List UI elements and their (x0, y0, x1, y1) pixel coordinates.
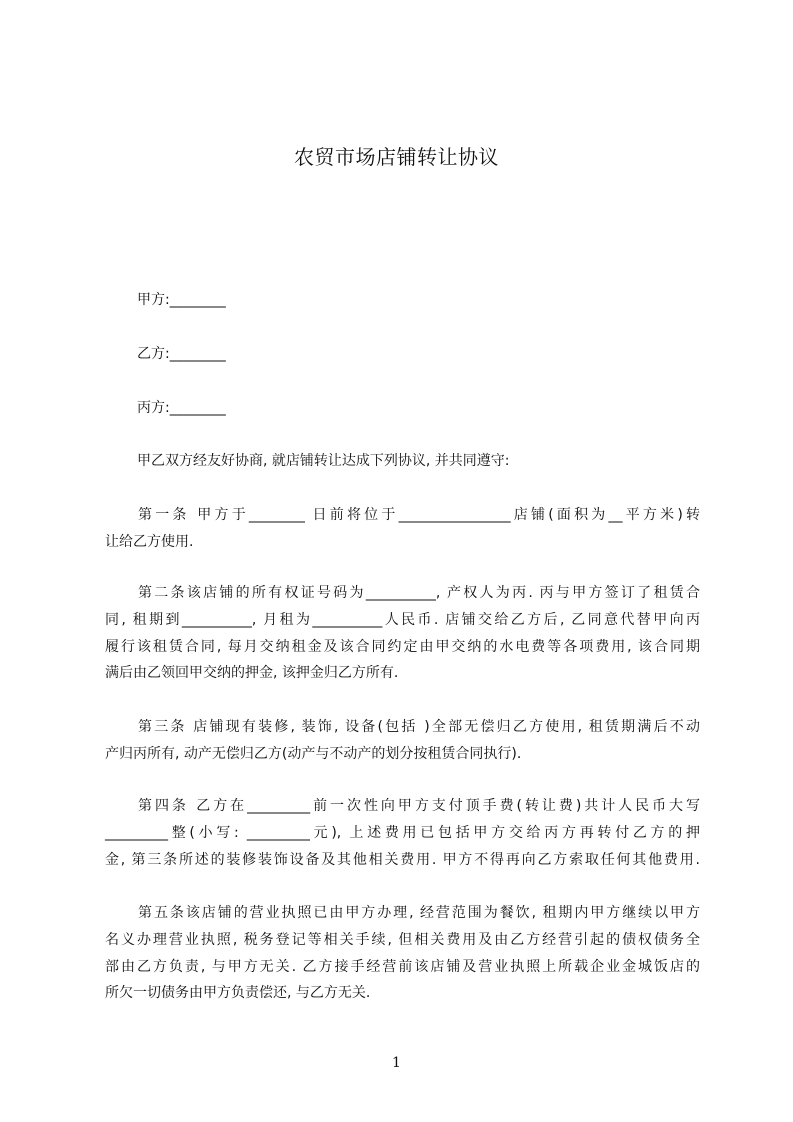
article-1-line: 让给乙方使用. (105, 533, 194, 550)
party-b: 乙方:________ (137, 346, 226, 362)
article-2-line: 同, 租期到__________, 月租为__________人民币. 店铺交给乙方后, 乙同意代替甲向丙 (105, 611, 700, 628)
article-4 (105, 793, 700, 873)
article-4-line: 金, 第三条所述的装修装饰设备及其他相关费用. 甲方不得再向乙方索取任何其他费用. (105, 851, 700, 868)
article-5-line: 第五条该店铺的营业执照已由甲方办理, 经营范围为餐饮, 租期内甲方继续以甲方 (138, 905, 700, 921)
article-1 (105, 502, 700, 556)
article-1-line: 第一条 甲方于________ 日前将位于________________店铺(面积为__平方米)转 (138, 507, 700, 523)
intro-text: 甲乙双方经友好协商, 就店铺转让达成下列协议, 并共同遵守: (137, 453, 510, 469)
article-2-line: 履行该租赁合同, 每月交纳租金及该合同约定由甲交纳的水电费等各项费用, 该合同期 (105, 638, 700, 655)
article-3-line: 产归丙所有, 动产无偿归乙方(动产与不动产的划分按租赁合同执行). (105, 745, 522, 762)
article-4-line: _________整(小写: _________元), 上述费用已包括甲方交给丙方再转付乙方的押 (105, 824, 700, 841)
page-number: 1 (392, 1055, 401, 1071)
article-2 (105, 580, 700, 687)
document-title: 农贸市场店铺转让协议 (294, 145, 499, 169)
article-2-line: 第二条该店铺的所有权证号码为__________, 产权人为丙. 丙与甲方签订了租赁合 (138, 585, 700, 601)
article-5-line: 名义办理营业执照, 税务登记等相关手续, 但相关费用及由乙方经营引起的债权债务全 (105, 931, 700, 948)
article-4-line: 第四条 乙方在_________前一次性向甲方支付顶手费(转让费)共计人民币大写 (138, 798, 700, 814)
article-2-line: 满后由乙领回甲交纳的押金, 该押金归乙方所有. (105, 665, 399, 682)
party-c: 丙方:________ (137, 400, 226, 416)
article-5-line: 所欠一切债务由甲方负责偿还, 与乙方无关. (105, 985, 371, 1002)
article-5-line: 部由乙方负责, 与甲方无关. 乙方接手经营前该店铺及营业执照上所载企业金城饭店的 (105, 958, 700, 975)
article-3 (105, 714, 700, 768)
article-3-line: 第三条 店铺现有装修, 装饰, 设备(包括 )全部无偿归乙方使用, 租赁期满后不动 (138, 719, 700, 735)
party-a: 甲方:________ (137, 292, 226, 308)
article-5 (105, 900, 700, 1007)
